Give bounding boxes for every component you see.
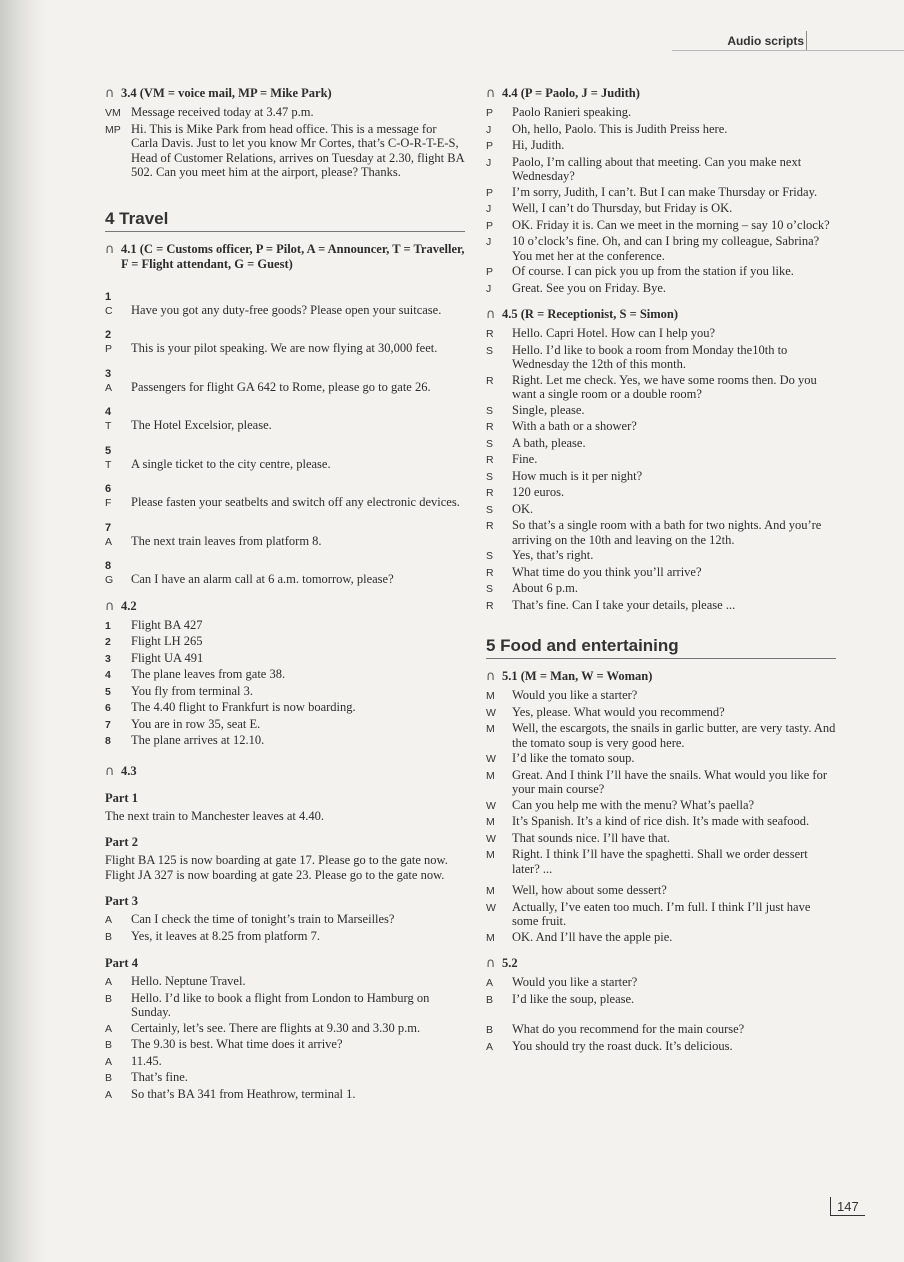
headphones-icon: ∩ <box>105 86 115 101</box>
script-5-2-heading: ∩ 5.2 <box>486 956 518 971</box>
dialogue-line: A 11.45. <box>105 1053 162 1068</box>
item-number: 3 <box>105 367 112 380</box>
dialogue-line: A Certainly, let’s see. There are flights at 9.30 and 3.30 p.m. <box>105 1020 421 1035</box>
dialogue-line: J Oh, hello, Paolo. This is Judith Preiss here. <box>486 121 728 136</box>
numbered-line: 1 Flight BA 427 <box>105 617 203 632</box>
section-title-travel: 4 Travel <box>105 209 465 232</box>
dialogue-line: B What do you recommend for the main course? <box>486 1022 745 1036</box>
dialogue-line: A You should try the roast duck. It’s delicious. <box>486 1038 733 1053</box>
dialogue-line: A The next train leaves from platform 8. <box>105 533 322 548</box>
script-4-2-heading: ∩ 4.2 <box>105 598 137 614</box>
dialogue-line: C Have you got any duty-free goods? Please open your suitcase. <box>105 302 442 317</box>
dialogue-line: A Passengers for flight GA 642 to Rome, please go to gate 26. <box>105 379 431 394</box>
dialogue-line: R With a bath or a shower? <box>486 419 637 433</box>
dialogue-line: T The Hotel Excelsior, please. <box>105 418 272 432</box>
script-5-1-heading: ∩ 5.1 (M = Man, W = Woman) <box>486 669 653 684</box>
headphones-icon: ∩ <box>486 669 496 684</box>
part-2-text: Flight BA 125 is now boarding at gate 17. Please go to the gate now. Flight JA 327 is now boarding at gate 23. Please go to the gate now. <box>105 853 448 882</box>
dialogue-line: R 120 euros. <box>486 485 565 499</box>
dialogue-line: S A bath, please. <box>486 435 586 450</box>
dialogue-line: P OK. Friday it is. Can we meet in the morning – say 10 o’clock? <box>486 217 830 232</box>
dialogue-line: S Hello. I’d like to book a room from Monday the10th to Wednesday the 12th of this month. <box>486 342 788 371</box>
dialogue-line: S Single, please. <box>486 402 585 417</box>
dialogue-line: R Right. Let me check. Yes, we have some rooms then. Do you want a single room or a double room? <box>486 372 817 401</box>
dialogue-line: P Of course. I can pick you up from the station if you like. <box>486 264 794 278</box>
dialogue-line: A So that’s BA 341 from Heathrow, terminal 1. <box>105 1086 356 1101</box>
script-4-3-heading: ∩ 4.3 <box>105 763 137 779</box>
dialogue-line: W That sounds nice. I’ll have that. <box>486 830 670 845</box>
headphones-icon: ∩ <box>105 763 115 779</box>
dialogue-line: J Well, I can’t do Thursday, but Friday is OK. <box>486 201 733 215</box>
dialogue-line: VM Message received today at 3.47 p.m. <box>105 105 314 119</box>
dialogue-line: R Fine. <box>486 452 538 466</box>
dialogue-line: B Hello. I’d like to book a flight from London to Hamburg on Sunday. <box>105 990 430 1019</box>
numbered-line: 7 You are in row 35, seat E. <box>105 716 261 731</box>
dialogue-line: M Would you like a starter? <box>486 688 638 702</box>
dialogue-line: A Hello. Neptune Travel. <box>105 974 246 988</box>
item-number: 4 <box>105 406 112 418</box>
part-2-label: Part 2 <box>105 835 138 849</box>
right-column <box>486 86 836 1055</box>
numbered-line: 3 Flight UA 491 <box>105 650 204 665</box>
item-number: 6 <box>105 483 112 495</box>
dialogue-line: M Right. I think I’ll have the spaghetti. Shall we order dessert later? ... <box>486 847 808 876</box>
item-number: 2 <box>105 329 112 341</box>
dialogue-line: S OK. <box>486 501 534 516</box>
item-number: 7 <box>105 521 112 534</box>
part-4-label: Part 4 <box>105 956 138 970</box>
dialogue-line: B I’d like the soup, please. <box>486 991 635 1006</box>
dialogue-line: A Can I check the time of tonight’s train to Marseilles? <box>105 912 395 926</box>
running-header: Audio scripts <box>727 34 804 48</box>
left-column <box>105 86 465 1103</box>
dialogue-line: M Well, the escargots, the snails in garlic butter, are very tasty. And the tomato soup is very good here. <box>486 721 836 750</box>
dialogue-line: B The 9.30 is best. What time does it arrive? <box>105 1037 343 1051</box>
numbered-line: 4 The plane leaves from gate 38. <box>105 667 286 681</box>
section-title-food: 5 Food and entertaining <box>486 636 836 659</box>
dialogue-line: R That’s fine. Can I take your details, please ... <box>486 597 736 612</box>
dialogue-line: W Yes, please. What would you recommend? <box>486 704 725 719</box>
dialogue-line: R Hello. Capri Hotel. How can I help you? <box>486 326 716 340</box>
item-number: 1 <box>105 290 112 303</box>
script-4-5-heading: ∩ 4.5 (R = Receptionist, S = Simon) <box>486 307 679 322</box>
headphones-icon: ∩ <box>105 598 115 614</box>
numbered-line: 5 You fly from terminal 3. <box>105 683 253 698</box>
dialogue-line: B Yes, it leaves at 8.25 from platform 7. <box>105 928 320 943</box>
dialogue-line: G Can I have an alarm call at 6 a.m. tomorrow, please? <box>105 572 394 586</box>
headphones-icon: ∩ <box>486 956 496 971</box>
dialogue-line: P I’m sorry, Judith, I can’t. But I can make Thursday or Friday. <box>486 184 818 199</box>
dialogue-line: F Please fasten your seatbelts and switch off any electronic devices. <box>105 495 460 509</box>
numbered-line: 8 The plane arrives at 12.10. <box>105 733 265 747</box>
dialogue-line: R What time do you think you’ll arrive? <box>486 564 702 579</box>
headphones-icon: ∩ <box>105 241 115 257</box>
dialogue-line: M OK. And I’ll have the apple pie. <box>486 929 673 944</box>
script-4-4-heading: ∩ 4.4 (P = Paolo, J = Judith) <box>486 86 640 101</box>
dialogue-line: M Great. And I think I’ll have the snails. What would you like for your main course? <box>486 767 827 796</box>
dialogue-line: S About 6 p.m. <box>486 581 578 595</box>
dialogue-line: W I’d like the tomato soup. <box>486 751 635 765</box>
dialogue-line: W Actually, I’ve eaten too much. I’m full. I think I’ll just have some fruit. <box>486 899 811 928</box>
script-4-1-heading: ∩ 4.1 (C = Customs officer, P = Pilot, A = Announcer, T = Traveller, F = Flight attendant, G = Guest) <box>105 241 465 271</box>
dialogue-line: M It’s Spanish. It’s a kind of rice dish. It’s made with seafood. <box>486 814 810 828</box>
dialogue-line: J Paolo, I’m calling about that meeting. Can you make next Wednesday? <box>486 154 802 183</box>
dialogue-line: M Well, how about some dessert? <box>486 883 667 897</box>
part-1-label: Part 1 <box>105 790 138 805</box>
item-number: 8 <box>105 560 112 572</box>
dialogue-line: MP Hi. This is Mike Park from head office. This is a message for Carla Davis. Just to let you know Mr Cortes, that’s C-O-R-T-E-S, Head of Customer Relations, arrives on Tuesday at 2.30, flight BA 502. Can you meet him at the airport, please? Thanks. <box>105 121 464 179</box>
header-rule <box>672 50 904 51</box>
dialogue-line: P Paolo Ranieri speaking. <box>486 105 632 119</box>
part-3-label: Part 3 <box>105 894 138 908</box>
dialogue-line: P Hi, Judith. <box>486 138 565 152</box>
dialogue-line: P This is your pilot speaking. We are now flying at 30,000 feet. <box>105 341 438 355</box>
headphones-icon: ∩ <box>486 307 496 322</box>
numbered-line: 2 Flight LH 265 <box>105 634 203 648</box>
dialogue-line: B That’s fine. <box>105 1070 188 1084</box>
dialogue-line: A Would you like a starter? <box>486 975 638 989</box>
item-number: 5 <box>105 444 112 457</box>
dialogue-line: J 10 o’clock’s fine. Oh, and can I bring my colleague, Sabrina? You met her at the conference. <box>486 234 820 263</box>
script-3-4-heading: ∩ 3.4 (VM = voice mail, MP = Mike Park) <box>105 86 332 101</box>
page-number: 147 <box>830 1197 865 1216</box>
dialogue-line: J Great. See you on Friday. Bye. <box>486 280 667 295</box>
header-divider <box>806 31 807 51</box>
part-1-text: The next train to Manchester leaves at 4.40. <box>105 808 325 823</box>
numbered-line: 6 The 4.40 flight to Frankfurt is now boarding. <box>105 700 356 714</box>
dialogue-line: R So that’s a single room with a bath for two nights. And you’re arriving on the 10th and leaving on the 12th. <box>486 518 822 547</box>
dialogue-line: T A single ticket to the city centre, please. <box>105 456 331 471</box>
book-spine-shadow <box>0 0 46 1262</box>
dialogue-line: W Can you help me with the menu? What’s paella? <box>486 797 755 812</box>
headphones-icon: ∩ <box>486 86 496 101</box>
dialogue-line: S How much is it per night? <box>486 468 643 483</box>
dialogue-line: S Yes, that’s right. <box>486 548 594 562</box>
